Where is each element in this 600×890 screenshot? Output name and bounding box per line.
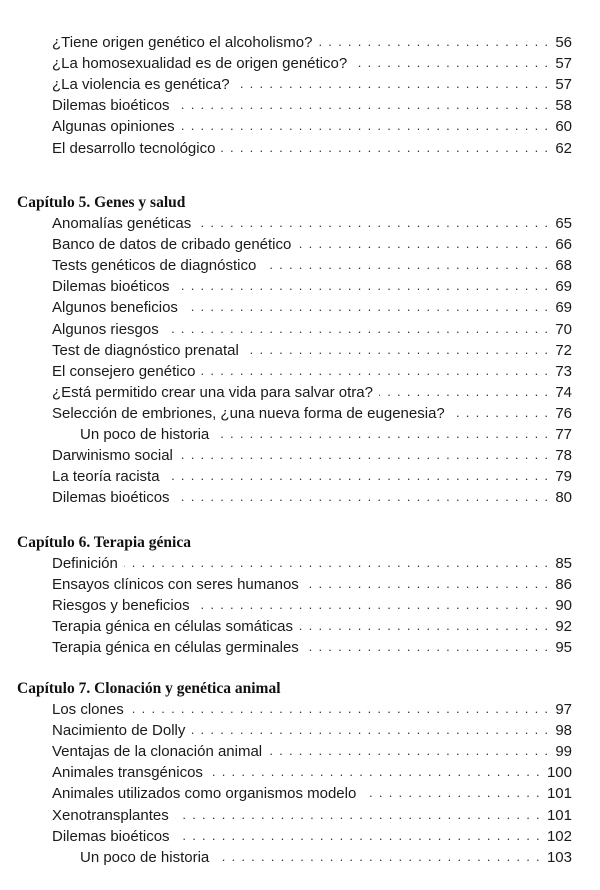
entry-title: Animales transgénicos (52, 764, 203, 782)
dot-leader (221, 140, 549, 158)
dot-leader (179, 447, 549, 465)
toc-entry (52, 31, 572, 52)
entry-title: Tests genéticos de diagnóstico (52, 257, 257, 275)
entry-title: El consejero genético (52, 362, 196, 380)
dot-leader (379, 384, 549, 402)
dot-leader (165, 321, 550, 339)
entry-title: Banco de datos de cribado genético (52, 236, 292, 254)
dot-leader (262, 257, 549, 275)
dot-leader (215, 849, 541, 867)
toc-entry (52, 381, 572, 402)
entry-title: Dilemas bioéticos (52, 97, 170, 115)
page-number: 78 (555, 447, 572, 465)
page-number: 70 (555, 320, 572, 338)
toc-entry (52, 94, 572, 115)
toc-entry (52, 52, 572, 73)
page-number: 86 (555, 576, 572, 594)
entry-title: Algunos riesgos (52, 320, 159, 338)
toc-entry (52, 636, 572, 657)
dot-leader (245, 342, 550, 360)
chapter-heading: Capítulo 5. Genes y salud (17, 194, 186, 211)
entry-title: Un poco de historia (80, 848, 210, 866)
dot-leader (130, 701, 550, 719)
page-number: 101 (546, 785, 572, 803)
entry-title: ¿La violencia es genética? (52, 76, 230, 94)
page-number: 80 (555, 489, 572, 507)
entry-title: Test de diagnóstico prenatal (52, 341, 239, 359)
toc-entry (52, 137, 572, 158)
entry-title: El desarrollo tecnológico (52, 139, 216, 157)
page-number: 69 (555, 299, 572, 317)
entry-title: ¿Está permitido crear una vida para salvar otra? (52, 383, 373, 401)
toc-entry (52, 233, 572, 254)
page-number: 85 (555, 555, 572, 572)
toc-subentry (80, 423, 572, 444)
entry-title: Animales utilizados como organismos modelo (52, 785, 357, 803)
dot-leader (191, 722, 549, 740)
entry-title: Definición (52, 555, 118, 572)
toc-entry (52, 615, 572, 636)
page-number: 65 (555, 215, 572, 232)
entry-title: Terapia génica en células germinales (52, 639, 299, 657)
toc-entry (52, 804, 572, 825)
dot-leader (305, 639, 550, 657)
page-number: 69 (555, 278, 572, 296)
dot-leader (184, 299, 549, 317)
dot-leader (166, 468, 550, 486)
page-number: 60 (555, 118, 572, 136)
page-number: 95 (555, 639, 572, 657)
entry-title: Riesgos y beneficios (52, 597, 190, 615)
entry-title: Un poco de historia (80, 426, 210, 443)
dot-leader (451, 405, 550, 423)
entry-title: La teoría racista (52, 468, 160, 486)
page-number: 97 (555, 701, 572, 718)
toc-entry (52, 444, 572, 465)
dot-leader (353, 55, 549, 73)
page-number: 62 (555, 139, 572, 157)
page-number: 101 (546, 806, 572, 824)
toc-subentry (80, 846, 572, 867)
page-number: 72 (555, 341, 572, 359)
dot-leader (124, 555, 549, 573)
dot-leader (181, 118, 550, 136)
entry-title: Los clones (52, 701, 124, 718)
page-number: 73 (555, 362, 572, 380)
entry-title: Algunas opiniones (52, 118, 175, 136)
entry-title: Ensayos clínicos con seres humanos (52, 576, 299, 594)
entry-title: Algunos beneficios (52, 299, 178, 317)
toc-entry (52, 486, 572, 507)
page-number: 103 (546, 848, 572, 866)
toc-entry (52, 740, 572, 761)
toc-entry (52, 782, 572, 803)
toc-entry (52, 402, 572, 423)
dot-leader (215, 426, 549, 444)
page-number: 79 (555, 468, 572, 486)
entry-title: ¿Tiene origen genético el alcoholismo? (52, 34, 313, 51)
page-number: 57 (555, 55, 572, 73)
page-number: 74 (555, 383, 572, 401)
entry-title: Ventajas de la clonación animal (52, 743, 263, 761)
dot-leader (236, 76, 550, 94)
page-number: 57 (555, 76, 572, 94)
dot-leader (305, 576, 550, 594)
dot-leader (176, 97, 550, 115)
page-number: 92 (555, 618, 572, 636)
page-number: 90 (555, 597, 572, 615)
toc-entry (52, 552, 572, 573)
entry-title: Dilemas bioéticos (52, 827, 170, 845)
page-number: 77 (555, 426, 572, 443)
entry-title: ¿La homosexualidad es de origen genético? (52, 55, 348, 73)
toc-entry (52, 115, 572, 136)
entry-title: Xenotransplantes (52, 806, 169, 824)
dot-leader (209, 764, 541, 782)
page-number: 76 (555, 404, 572, 422)
page-number: 98 (555, 722, 572, 740)
entry-title: Dilemas bioéticos (52, 489, 170, 507)
page-number: 58 (555, 97, 572, 115)
toc-entry (52, 761, 572, 782)
toc-entry (52, 339, 572, 360)
chapter-heading: Capítulo 7. Clonación y genética animal (17, 680, 281, 697)
dot-leader (197, 215, 549, 233)
page-number: 100 (546, 764, 572, 782)
dot-leader (318, 34, 549, 52)
dot-leader (362, 785, 541, 803)
entry-title: Anomalías genéticas (52, 215, 192, 232)
toc-entry (52, 465, 572, 486)
entry-title: Nacimiento de Dolly (52, 722, 186, 740)
toc-entry (52, 275, 572, 296)
toc-entry (52, 254, 572, 275)
dot-leader (175, 807, 541, 825)
page-number: 102 (546, 827, 572, 845)
entry-title: Terapia génica en células somáticas (52, 618, 293, 636)
entry-title: Selección de embriones, ¿una nueva forma de eugenesia? (52, 404, 445, 422)
toc-entry (52, 594, 572, 615)
dot-leader (297, 236, 549, 254)
dot-leader (299, 618, 549, 636)
page-number: 99 (555, 743, 572, 761)
dot-leader (201, 363, 549, 381)
toc-entry (52, 825, 572, 846)
dot-leader (176, 278, 550, 296)
dot-leader (268, 743, 549, 761)
page-number: 56 (555, 34, 572, 51)
toc-entry (52, 318, 572, 339)
toc-entry (52, 73, 572, 94)
dot-leader (196, 597, 550, 615)
toc-entry (52, 719, 572, 740)
chapter-heading: Capítulo 6. Terapia génica (17, 534, 191, 551)
page-number: 66 (555, 236, 572, 254)
entry-title: Darwinismo social (52, 447, 173, 465)
toc-entry (52, 698, 572, 719)
toc-entry (52, 212, 572, 233)
dot-leader (176, 489, 550, 507)
entry-title: Dilemas bioéticos (52, 278, 170, 296)
toc-entry (52, 296, 572, 317)
toc-entry (52, 360, 572, 381)
toc-entry (52, 573, 572, 594)
page-number: 68 (555, 257, 572, 275)
dot-leader (176, 828, 541, 846)
